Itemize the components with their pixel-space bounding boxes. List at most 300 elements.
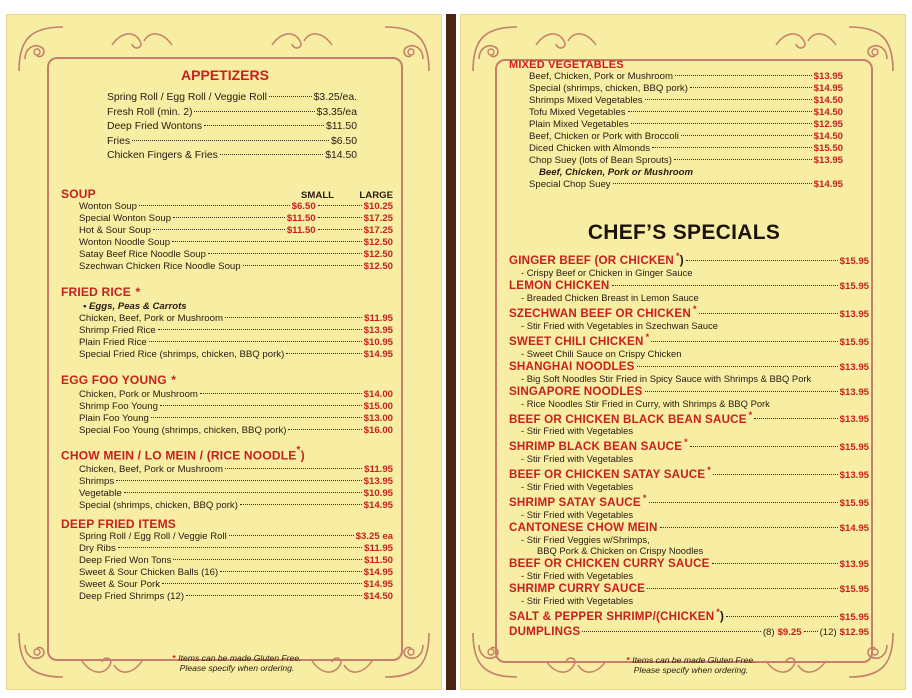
menu-item-price: $11.95: [364, 543, 393, 554]
menu-item-row: [79, 249, 393, 261]
menu-item-price: $14.95: [363, 349, 393, 360]
menu-item-row: [79, 464, 393, 476]
leader-dots: [225, 317, 362, 318]
special-item-name: [509, 582, 645, 595]
gluten-free-star: *: [135, 285, 141, 299]
menu-item-price: $14.50: [813, 131, 843, 142]
special-item: [509, 304, 869, 331]
dumplings-price-small: $9.25: [777, 626, 802, 638]
special-item-row: [509, 360, 869, 373]
menu-item-price-large: $12.50: [363, 249, 393, 260]
menu-item-name: Beef, Chicken or Pork with Broccoli: [529, 131, 679, 142]
special-item-name: [509, 360, 635, 373]
menu-item-price: $11.95: [364, 464, 393, 476]
menu-item-name: Shrimp Foo Young: [79, 401, 158, 412]
menu-item-price-small: $11.50: [286, 213, 316, 224]
menu-item-row: [107, 120, 357, 135]
menu-item-row: [79, 413, 393, 425]
appetizers-list: [107, 91, 357, 164]
leader-dots: [194, 111, 314, 112]
leader-dots: [675, 75, 812, 76]
leader-dots: [804, 631, 818, 632]
gluten-free-note: [157, 653, 317, 673]
special-item-price: $15.95: [839, 255, 869, 267]
menu-item-price: $10.95: [363, 337, 393, 348]
special-item-row: [509, 304, 869, 320]
menu-item-name: Wonton Noodle Soup: [79, 237, 171, 248]
menu-item-price: $14.50: [325, 150, 357, 161]
gluten-free-star: *: [642, 493, 647, 504]
menu-item-name: Plain Mixed Vegetables: [529, 119, 629, 130]
section-appetizers: [7, 67, 443, 83]
section-title: SOUP: [61, 187, 96, 201]
gluten-free-note: [611, 655, 771, 675]
menu-item-row: [79, 476, 393, 488]
menu-item-price: $14.50: [363, 591, 393, 602]
menu-item-price-large: $17.25: [363, 225, 393, 236]
menu-item-name: Vegetable: [79, 488, 122, 500]
menu-item-price-large: $10.25: [363, 201, 393, 212]
menu-item-name: Sweet & Sour Pork: [79, 579, 161, 590]
leader-dots: [139, 205, 290, 206]
column-header-large: LARGE: [359, 190, 393, 201]
special-item-name: [509, 251, 684, 267]
menu-item-name: Hot & Sour Soup: [79, 225, 151, 236]
menu-item-price: $3.25 ea: [355, 531, 393, 542]
leader-dots: [172, 241, 362, 242]
menu-item-name: Tofu Mixed Vegetables: [529, 107, 626, 118]
menu-item-name: Deep Fried Shrimps (12): [79, 591, 185, 602]
special-item-description: - Crispy Beef or Chicken in Ginger Sauce: [521, 266, 693, 278]
leader-dots: [269, 96, 312, 97]
menu-item-name: Deep Fried Wontons: [107, 121, 203, 132]
special-item-name: [509, 385, 643, 398]
menu-item-name: Special Wonton Soup: [79, 213, 172, 224]
special-item-description: - Stir Fried with Vegetables: [521, 453, 634, 465]
dumplings-price-large: $12.95: [839, 626, 869, 638]
leader-dots: [674, 159, 812, 160]
menu-item-name: Chicken, Beef, Pork or Mushroom: [79, 464, 223, 476]
menu-item-row: [79, 500, 393, 512]
leader-dots: [124, 492, 362, 493]
leader-dots: [631, 123, 812, 124]
special-item: [509, 493, 869, 520]
special-item-title: GINGER BEEF: [509, 253, 592, 267]
menu-item-price: $14.50: [813, 95, 843, 106]
special-item-price: $15.95: [839, 611, 869, 623]
gluten-free-star: *: [748, 409, 753, 420]
special-item: [509, 437, 869, 464]
gluten-free-note-line2: Please specify when ordering.: [633, 665, 749, 675]
menu-item-row: [529, 155, 843, 167]
menu-item-name: Chicken, Beef, Pork or Mushroom: [79, 313, 223, 324]
menu-item-row: [79, 225, 393, 237]
special-item-description: - Stir Fried with Vegetables: [521, 425, 634, 437]
leader-dots: [162, 583, 362, 584]
special-item-row: [509, 251, 869, 267]
section-title: DEEP FRIED ITEMS: [61, 517, 176, 531]
menu-item-name: Spring Roll / Egg Roll / Veggie Roll: [79, 531, 227, 542]
leader-dots: [220, 154, 323, 155]
menu-item-price: $11.50: [325, 121, 357, 132]
menu-item-row: [107, 149, 357, 164]
leader-dots: [613, 183, 812, 184]
special-item-price: $14.95: [839, 523, 869, 535]
special-item-name: [509, 493, 647, 509]
special-item-title: SZECHWAN BEEF OR CHICKEN: [509, 306, 691, 320]
section-mixed-vegetables: [509, 59, 843, 191]
special-item-title: BEEF OR CHICKEN CURRY SAUCE: [509, 557, 710, 571]
menu-item-row: [107, 106, 357, 121]
menu-item-row: [529, 143, 843, 155]
menu-item-name: Chicken, Pork or Mushroom: [79, 389, 198, 400]
leader-dots: [288, 429, 361, 430]
special-item-price: $13.95: [839, 414, 869, 426]
special-item-description: - Big Soft Noodles Stir Fried in Spicy Sauce with Shrimps & BBQ Pork: [521, 372, 812, 384]
menu-item-price: $14.95: [363, 579, 393, 590]
special-item-description: - Stir Fried with Vegetables: [521, 570, 634, 582]
special-item-name: DUMPLINGS: [509, 624, 581, 638]
special-item-close: ): [719, 609, 725, 623]
leader-dots: [220, 571, 361, 572]
special-item-row: [509, 410, 869, 426]
section-fried-rice: [61, 283, 393, 361]
menu-item-row: [79, 591, 393, 603]
menu-item-row: [79, 313, 393, 325]
menu-item-price: $13.95: [813, 71, 843, 82]
special-item-title: SHRIMP SATAY SAUCE: [509, 496, 641, 510]
special-item-price: $13.95: [839, 361, 869, 373]
leader-dots: [637, 366, 838, 367]
menu-item-name: Shrimps Mixed Vegetables: [529, 95, 643, 106]
menu-item-price: $11.50: [364, 555, 393, 566]
leader-dots: [240, 504, 362, 505]
menu-item-price: $6.50: [330, 135, 357, 147]
menu-item-price-large: $12.50: [363, 237, 393, 248]
special-item: [509, 465, 869, 492]
special-item-name: [509, 410, 752, 426]
menu-item-row: [79, 389, 393, 401]
menu-item-row: [79, 349, 393, 361]
menu-item-name: Beef, Chicken, Pork or Mushroom: [529, 71, 673, 82]
special-item-description: BBQ Pork & Chicken on Crispy Noodles: [537, 545, 704, 557]
gluten-free-star: *: [684, 437, 688, 448]
leader-dots: [173, 217, 285, 218]
special-item-title: CANTONESE CHOW MEIN: [509, 521, 658, 535]
leader-dots: [612, 285, 838, 286]
menu-item-name: Deep Fried Won Tons: [79, 555, 172, 566]
gluten-free-note-line2: Please specify when ordering.: [179, 663, 295, 673]
special-item: [509, 279, 869, 303]
special-item-price: $15.95: [839, 442, 869, 454]
leader-dots: [628, 111, 812, 112]
special-item-row: [509, 607, 869, 623]
menu-item-price: $13.95: [813, 155, 843, 166]
section-title: CHOW MEIN / LO MEIN / (RICE NOODLE: [61, 448, 297, 463]
special-item-row: [509, 493, 869, 509]
menu-item-row: [79, 237, 393, 249]
special-item: [509, 385, 869, 409]
menu-item-price-small: $11.50: [286, 225, 316, 236]
special-item-name: [509, 437, 688, 453]
special-item-price: $13.95: [839, 470, 869, 482]
dumplings-qty-small: (8): [762, 626, 775, 638]
menu-item-name: Chicken Fingers & Fries: [107, 150, 218, 161]
menu-item-name: Dry Ribs: [79, 543, 116, 554]
menu-item-name: Special Fried Rice (shrimps, chicken, BBQ pork): [79, 349, 285, 360]
special-item-row: [509, 465, 869, 481]
gluten-free-star: *: [716, 607, 720, 618]
special-item-title: LEMON CHICKEN: [509, 278, 610, 292]
leader-dots: [173, 559, 362, 560]
special-item-row: [509, 521, 869, 534]
chop-suey-note: Beef, Chicken, Pork or Mushroom: [539, 167, 694, 178]
leader-dots: [229, 535, 354, 536]
menu-item-name: Satay Beef Rice Noodle Soup: [79, 249, 206, 260]
leader-dots: [158, 329, 362, 330]
special-item-name: [509, 607, 724, 623]
special-item-title: SHRIMP CURRY SAUCE: [509, 582, 646, 596]
menu-item-name: Fries: [107, 135, 131, 147]
mixed-vegetables-list: [509, 71, 843, 167]
leader-dots: [186, 595, 362, 596]
special-item-price: $15.95: [839, 336, 869, 348]
special-item-close: ): [679, 253, 684, 267]
special-item-description: - Breaded Chicken Breast in Lemon Sauce: [521, 291, 699, 303]
gluten-free-note-line1: Items can be made Gluten Free.: [178, 653, 302, 663]
menu-item-price-small: $6.50: [291, 201, 316, 212]
menu-page-right: [460, 14, 906, 690]
menu-item-row: [79, 567, 393, 579]
menu-item-row: [529, 95, 843, 107]
leader-dots: [649, 502, 838, 503]
menu-item-row: [79, 401, 393, 413]
gluten-free-star: *: [626, 655, 630, 665]
special-item-description: - Stir Fried with Vegetables: [521, 595, 634, 607]
leader-dots: [200, 393, 362, 394]
menu-item-price: $12.95: [813, 119, 843, 130]
menu-item-name: Shrimp Fried Rice: [79, 325, 156, 336]
special-item-row: [509, 582, 869, 595]
special-item-alt: (OR CHICKEN: [591, 253, 674, 267]
menu-item-row: [79, 579, 393, 591]
section-title: FRIED RICE: [61, 285, 132, 299]
special-item: [509, 410, 869, 437]
special-item-description: - Stir Fried with Vegetables in Szechwan Sauce: [521, 319, 718, 331]
chow-mein-list: [61, 464, 393, 512]
leader-dots: [660, 527, 838, 528]
menu-item-row: [529, 71, 843, 83]
special-item-name: [509, 279, 610, 292]
special-item: [509, 251, 869, 278]
gluten-free-star: *: [676, 251, 680, 261]
menu-item-price: $15.50: [813, 143, 843, 154]
special-item-title: SINGAPORE NOODLES: [509, 384, 643, 398]
menu-item-row: [79, 531, 393, 543]
leader-dots: [153, 229, 285, 230]
leader-dots: [645, 99, 812, 100]
leader-dots: [651, 341, 837, 342]
menu-item-name: Diced Chicken with Almonds: [529, 143, 651, 154]
leader-dots: [118, 547, 362, 548]
special-item-description: - Sweet Chili Sauce on Crispy Chicken: [521, 347, 682, 359]
special-item-title: SHRIMP BLACK BEAN SAUCE: [509, 440, 683, 454]
menu-item-name: Plain Foo Young: [79, 413, 149, 424]
gluten-free-star: *: [645, 331, 650, 342]
special-item: [509, 607, 869, 623]
special-item-row: [509, 625, 869, 638]
leader-dots: [754, 418, 837, 419]
leader-dots: [681, 135, 812, 136]
special-item-name: [509, 304, 697, 320]
menu-item-row: [79, 261, 393, 273]
menu-item-row: [529, 83, 843, 95]
special-item-price: $13.95: [839, 559, 869, 571]
special-item: [509, 582, 869, 606]
leader-dots: [690, 446, 838, 447]
special-item-price: $15.95: [839, 280, 869, 292]
gluten-free-star: *: [707, 465, 711, 476]
menu-item-row: [79, 213, 393, 225]
special-item: [509, 332, 869, 359]
section-soup: [61, 187, 393, 273]
special-item: [509, 360, 869, 384]
leader-dots: [132, 140, 329, 141]
menu-item-row: [79, 555, 393, 567]
gluten-free-star: *: [296, 445, 301, 456]
special-item-title: SWEET CHILI CHICKEN: [509, 334, 644, 348]
menu-item-row: [529, 119, 843, 131]
special-item-description: - Stir Fried with Vegetables: [521, 509, 634, 521]
menu-item-row: [509, 179, 843, 191]
leader-dots: [243, 265, 362, 266]
menu-item-name: Special Chop Suey: [529, 179, 611, 190]
dumplings-qty-large: (12): [819, 626, 837, 638]
menu-item-row: [107, 91, 357, 106]
leader-dots: [318, 205, 362, 206]
special-item-name: [509, 521, 658, 534]
special-item: [509, 521, 869, 556]
menu-item-name: Fresh Roll (min. 2): [107, 106, 193, 118]
special-item-row: [509, 557, 869, 570]
egg-foo-young-list: [61, 389, 393, 437]
special-item-alt: (CHICKEN: [656, 609, 715, 623]
special-item-title: BEEF OR CHICKEN SATAY SAUCE: [509, 468, 706, 482]
section-deep-fried: [61, 517, 393, 603]
menu-item-name: Shrimps: [79, 476, 115, 488]
menu-item-row: [79, 201, 393, 213]
special-item-row: [509, 385, 869, 398]
leader-dots: [318, 229, 362, 230]
menu-item-row: [79, 325, 393, 337]
leader-dots: [204, 125, 324, 126]
menu-item-row: [79, 488, 393, 500]
menu-item-name: Chop Suey (lots of Bean Sprouts): [529, 155, 672, 166]
menu-item-price: $14.00: [363, 389, 393, 400]
menu-item-price: $3.35/ea: [316, 106, 357, 118]
section-egg-foo-young: [61, 371, 393, 437]
menu-item-row: [107, 135, 357, 150]
menu-item-name: Spring Roll / Egg Roll / Veggie Roll: [107, 92, 267, 103]
menu-item-name: Wonton Soup: [79, 201, 137, 212]
gluten-free-star: *: [692, 303, 697, 314]
menu-item-price: $14.50: [813, 107, 843, 118]
leader-dots: [645, 391, 838, 392]
menu-item-price: $13.00: [363, 413, 393, 424]
menu-item-row: [529, 107, 843, 119]
menu-item-price: $15.00: [363, 401, 393, 412]
leader-dots: [116, 480, 361, 481]
chefs-specials-list: [509, 251, 869, 638]
gluten-free-star: *: [172, 653, 176, 663]
section-title: MIXED VEGETABLES: [509, 59, 624, 71]
menu-item-price: $13.95: [363, 325, 393, 336]
menu-item-price: $14.95: [813, 179, 843, 190]
soup-list: [61, 201, 393, 273]
menu-item-price: $11.95: [364, 313, 393, 324]
section-chow-mein: [61, 445, 393, 512]
special-item-description: - Rice Noodles Stir Fried in Curry, with Shrimps & BBQ Pork: [521, 397, 770, 409]
menu-item-price: $14.95: [363, 567, 393, 578]
section-title: EGG FOO YOUNG: [61, 373, 167, 387]
leader-dots: [712, 563, 838, 564]
special-item-price: $15.95: [839, 584, 869, 596]
special-item-row: [509, 332, 869, 348]
special-item-title: SALT & PEPPER SHRIMP/: [509, 609, 656, 623]
menu-item-name: Special (shrimps, chicken, BBQ pork): [529, 83, 688, 94]
leader-dots: [582, 631, 760, 632]
fried-rice-list: [61, 313, 393, 361]
menu-item-name: Special (shrimps, chicken, BBQ pork): [79, 500, 238, 512]
leader-dots: [699, 313, 838, 314]
leader-dots: [686, 260, 838, 261]
special-item-name: [509, 557, 710, 570]
special-item-title: BEEF OR CHICKEN BLACK BEAN SAUCE: [509, 412, 747, 426]
gluten-free-note-line1: Items can be made Gluten Free.: [632, 655, 756, 665]
menu-item-price-large: $17.25: [363, 213, 393, 224]
leader-dots: [160, 405, 362, 406]
section-title: APPETIZERS: [181, 67, 269, 83]
special-item-description: - Stir Fried with Vegetables: [521, 481, 634, 493]
menu-item-name: Sweet & Sour Chicken Balls (16): [79, 567, 219, 578]
menu-item-row: [79, 543, 393, 555]
gluten-free-star: *: [171, 373, 177, 387]
menu-item-price: $10.95: [363, 488, 393, 500]
leader-dots: [149, 341, 362, 342]
menu-spine: [446, 14, 456, 690]
special-item-name: [509, 465, 711, 481]
leader-dots: [726, 616, 838, 617]
leader-dots: [225, 468, 362, 469]
menu-item-row: [529, 131, 843, 143]
leader-dots: [151, 417, 362, 418]
menu-item-price: $14.95: [363, 500, 393, 512]
column-header-small: SMALL: [301, 190, 335, 201]
leader-dots: [713, 474, 838, 475]
leader-dots: [208, 253, 362, 254]
menu-item-row: [79, 425, 393, 437]
menu-page-left: [6, 14, 442, 690]
menu-item-row: [79, 337, 393, 349]
chefs-specials-heading-wrap: [461, 221, 907, 245]
deep-fried-list: [61, 531, 393, 603]
section-note: • Eggs, Peas & Carrots: [83, 301, 187, 312]
special-item-price: $13.95: [839, 386, 869, 398]
menu-item-price: $13.95: [363, 476, 393, 488]
special-item-row: [509, 437, 869, 453]
section-title-close: ): [300, 448, 305, 463]
menu-item-name: Szechwan Chicken Rice Noodle Soup: [79, 261, 241, 272]
